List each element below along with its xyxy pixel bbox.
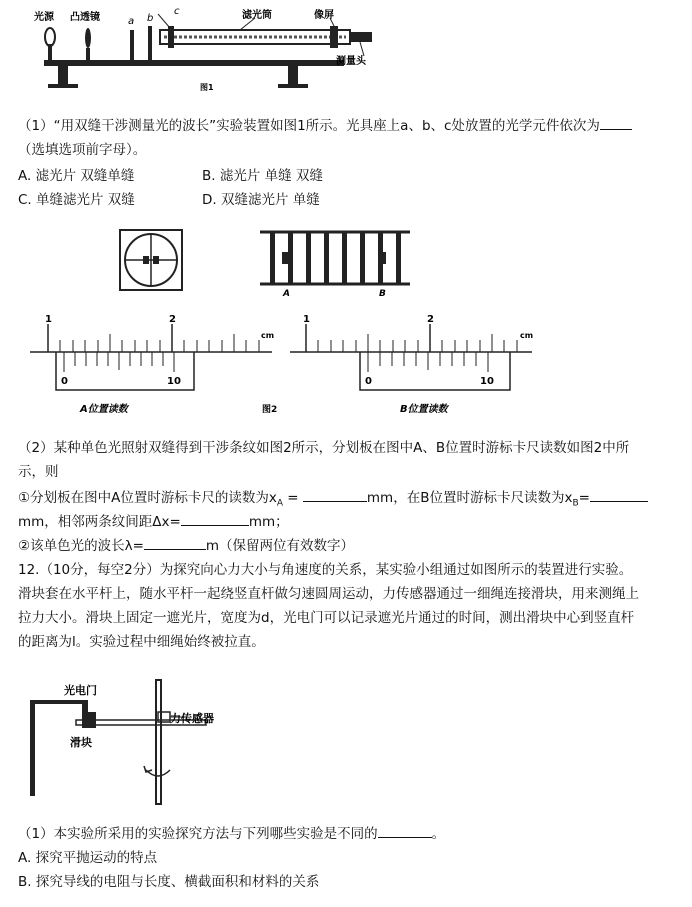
- vernier-b: [290, 324, 532, 390]
- figure-2-fringes-and-vernier: [20, 220, 690, 420]
- q1-option-b: B. 滤光片 单缝 双缝: [202, 168, 323, 184]
- wavelength-answer-blank[interactable]: [144, 536, 206, 551]
- label-measuring-head: 测量头: [336, 56, 366, 67]
- marker-b: [378, 252, 386, 264]
- q12-line-2: 滑块套在水平杆上，随水平杆一起绕竖直杆做匀速圆周运动，力传感器通过一细绳连接滑块，用来测绳上: [18, 586, 639, 602]
- vertical-rod: [156, 680, 161, 804]
- vernier-a-caption: A位置读数: [80, 404, 128, 415]
- label-convex-lens: 凸透镜: [70, 12, 100, 23]
- vernier-b-tick-2: 2: [427, 314, 434, 325]
- light-source: [45, 28, 55, 46]
- q2-stem-cont: 示，则: [18, 464, 59, 480]
- q2-part1: ①分划板在图中A位置时游标卡尺的读数为$x_A$ = mm，在B位置时游标卡尺读数为$x_B=$: [18, 486, 648, 509]
- label-photogate: 光电门: [64, 684, 97, 697]
- q12-line-1: 12.（10分，每空2分）为探究向心力大小与角速度的关系，某实验小组通过如图所示的装置进行实验。: [18, 562, 633, 578]
- holder-b: [148, 26, 152, 60]
- q2-stem: （2）某种单色光照射双缝得到干涉条纹如图2所示，分划板在图中A、B位置时游标卡尺读数如图2中所: [18, 440, 630, 456]
- fringe-label-a: A: [283, 289, 290, 299]
- label-force-sensor: 力传感器: [170, 712, 214, 725]
- fringe-label-b: B: [379, 289, 386, 299]
- slider-block: [82, 712, 96, 728]
- vernier-a-v10: 10: [167, 376, 181, 387]
- vernier-b-caption: B位置读数: [400, 404, 448, 415]
- figure-1-caption: 图1: [200, 83, 214, 92]
- q2-part2: ②该单色光的波长λ= m（保留两位有效数字）: [18, 534, 354, 554]
- measuring-head: [350, 32, 372, 42]
- dx-answer-blank[interactable]: [181, 512, 249, 527]
- q1-answer-blank[interactable]: [600, 116, 632, 131]
- label-b: b: [147, 13, 154, 24]
- marker-a: [282, 252, 290, 264]
- label-filter-tube: 滤光筒: [242, 10, 272, 21]
- label-a: a: [128, 16, 135, 27]
- q12-sub1-option-b: B. 探究导线的电阻与长度、横截面积和材料的关系: [18, 874, 320, 890]
- q12-sub1-option-a: A. 探究平抛运动的特点: [18, 850, 158, 866]
- figure-3-centripetal-apparatus: [20, 660, 280, 810]
- q12-line-3: 拉力大小。滑块上固定一遮光片，宽度为d，光电门可以记录遮光片通过的时间，测出滑块中心到竖直杆: [18, 610, 635, 626]
- vernier-b-tick-1: 1: [303, 314, 310, 325]
- figure-2-caption: 图2: [262, 405, 278, 415]
- vernier-b-v0: 0: [365, 376, 372, 387]
- q1-option-d: D. 双缝滤光片 单缝: [202, 192, 320, 208]
- label-light-source: 光源: [34, 12, 54, 23]
- label-screen: 像屏: [314, 10, 334, 21]
- q12-line-4: 的距离为l。实验过程中细绳始终被拉直。: [18, 634, 265, 650]
- holder-a: [130, 30, 134, 60]
- vernier-a-tick-2: 2: [169, 314, 176, 325]
- vernier-b-unit: cm: [520, 331, 534, 340]
- fringe-pattern: [260, 232, 410, 284]
- xb-answer-blank[interactable]: [590, 488, 648, 503]
- vernier-b-v10: 10: [480, 376, 494, 387]
- vernier-a-v0: 0: [61, 376, 68, 387]
- holder-c: [168, 26, 174, 48]
- label-slider: 滑块: [70, 736, 92, 749]
- q1-option-a: A. 滤光片 双缝单缝: [18, 168, 135, 184]
- q2-part1-cont: mm，相邻两条纹间距Δx= mm；: [18, 510, 289, 530]
- q1-stem: （1）“用双缝干涉测量光的波长”实验装置如图1所示。光具座上a、b、c处放置的光学元件依次为: [18, 114, 632, 134]
- figure-1-apparatus: [30, 4, 390, 94]
- q12-sub1-stem: （1）本实验所采用的实验探究方法与下列哪些实验是不同的 。: [18, 822, 445, 842]
- q1-option-c: C. 单缝滤光片 双缝: [18, 192, 135, 208]
- vernier-a-unit: cm: [261, 331, 275, 340]
- bench-leg-left: [58, 66, 68, 86]
- photogate-post: [30, 700, 35, 796]
- bench-leg-right: [288, 66, 298, 86]
- optical-bench-rail: [44, 60, 344, 66]
- label-c: c: [174, 6, 180, 17]
- convex-lens: [85, 28, 91, 48]
- xa-answer-blank[interactable]: [303, 488, 367, 503]
- q12-sub1-answer-blank[interactable]: [378, 824, 432, 839]
- q1-stem-cont: （选填选项前字母）。: [18, 142, 147, 158]
- vernier-a-tick-1: 1: [45, 314, 52, 325]
